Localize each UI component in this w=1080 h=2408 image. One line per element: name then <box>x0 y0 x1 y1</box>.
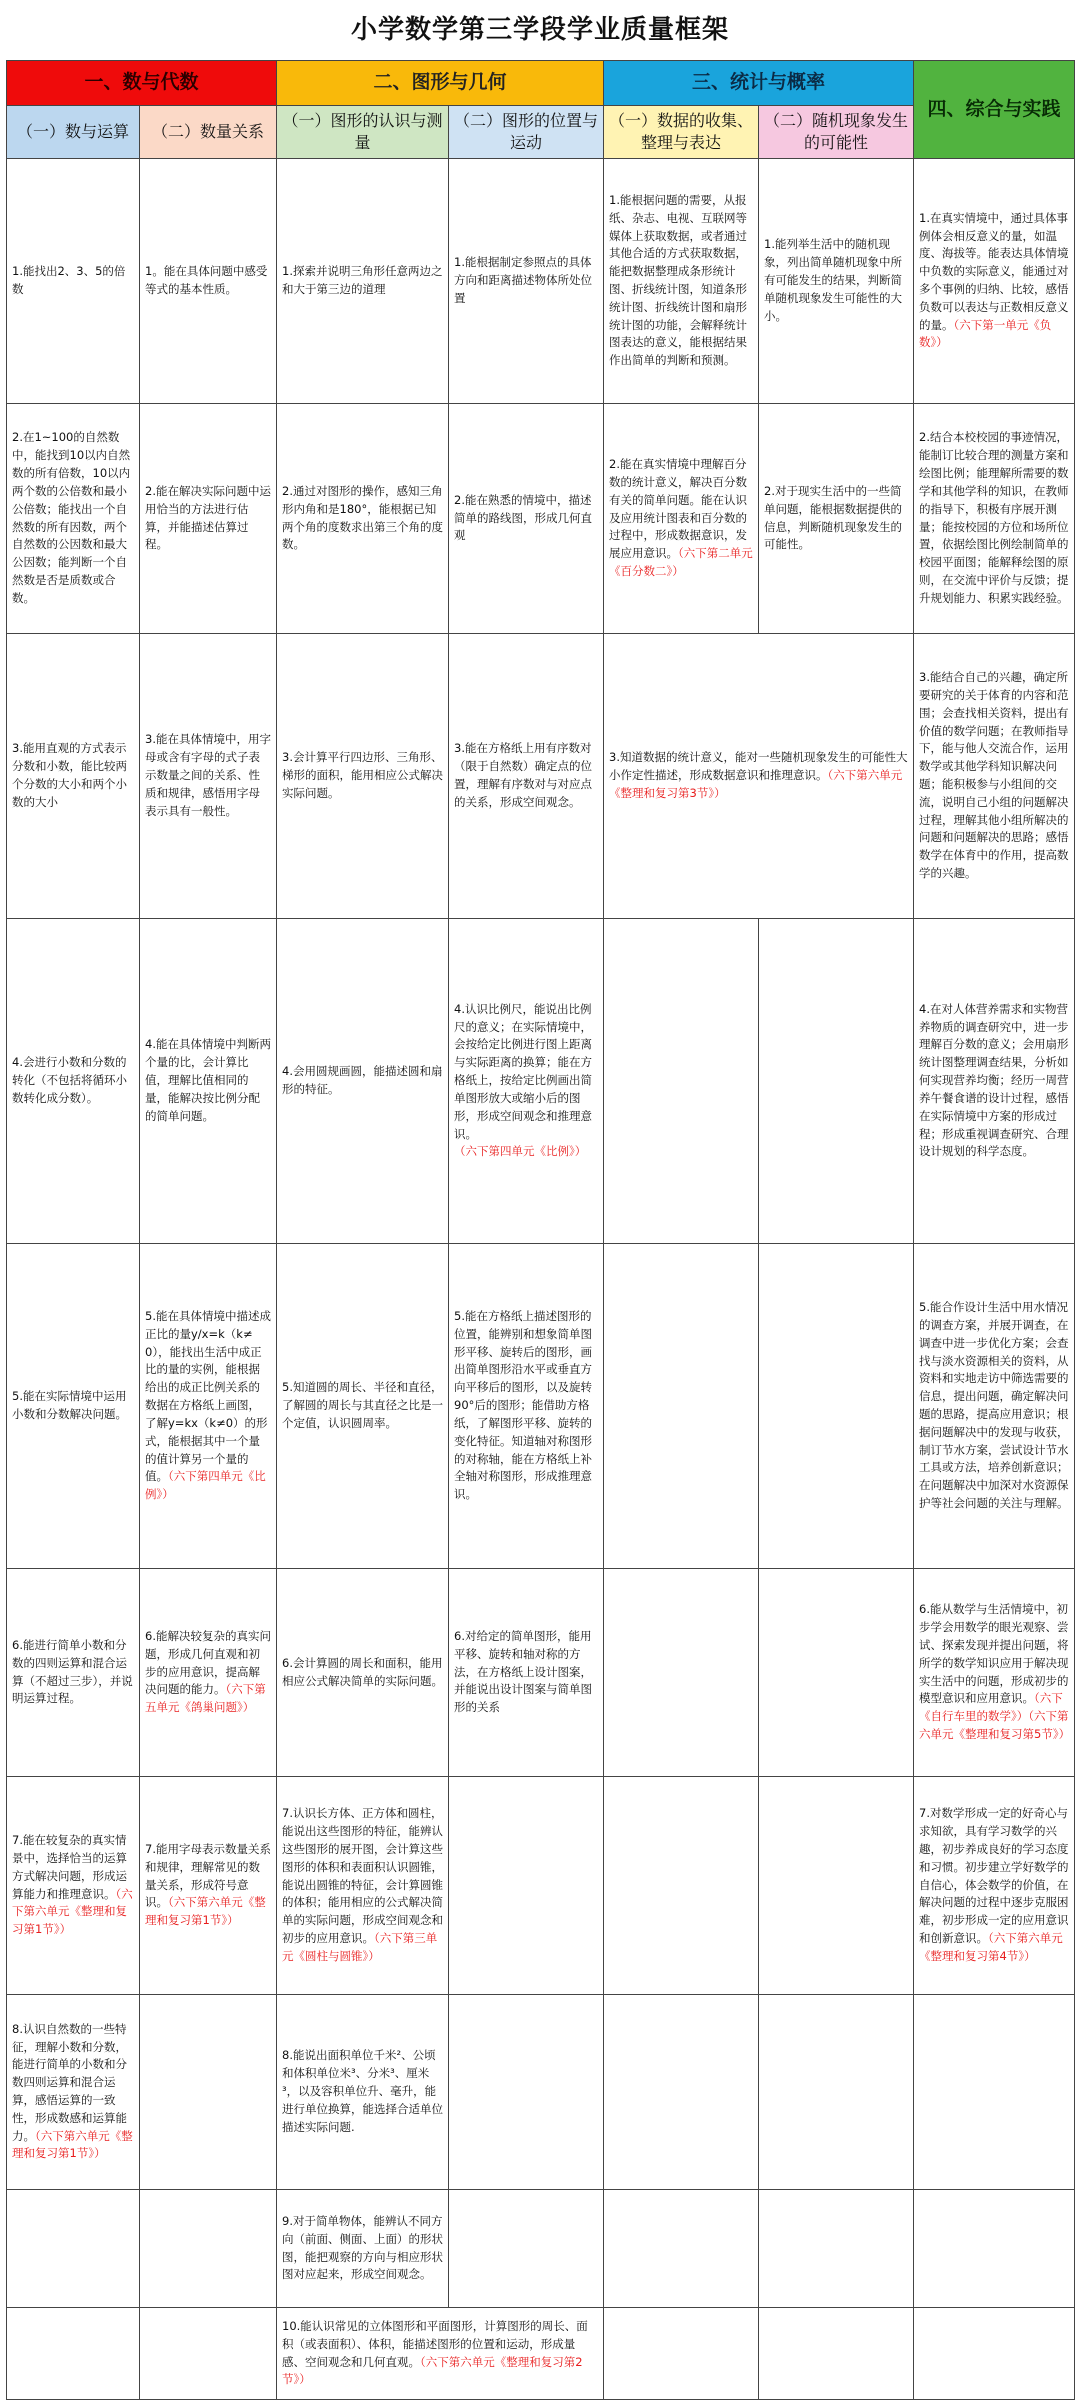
cell-number: 6.能进行简单小数和分数的四则运算和混合运算（不超过三步），并说明运算过程。 <box>7 1569 140 1777</box>
subheader-probability: （二）随机现象发生的可能性 <box>759 106 914 159</box>
cell-number: 1.能找出2、3、5的倍数 <box>7 159 140 404</box>
unit-reference: （六下第一单元《负数》） <box>919 317 1052 350</box>
cell-practice-empty <box>914 2190 1075 2308</box>
unit-reference: （六下《自行车里的数学》）（六下第六单元《整理和复习第5节》） <box>919 1691 1071 1741</box>
cell-relation: 3.能在具体情境中，用字母或含有字母的式子表示数量之间的关系、性质和规律，感悟用字母表示具有一般性。 <box>140 634 277 919</box>
unit-reference: （六下第六单元《整理和复习第1节》） <box>12 2128 133 2161</box>
cell-number: 2.在1~100的自然数中，能找到10以内自然数的所有倍数，10以内两个数的公倍数和最小公倍数；能找出一个自然数的所有因数，两个自然数的公因数和最大公因数；能判断一个自然数是否是质数或合数。 <box>7 404 140 634</box>
cell-probability-empty <box>759 1777 914 1995</box>
domain-header-number-algebra: 一、数与代数 <box>7 61 277 106</box>
cell-number: 4.会进行小数和分数的转化（不包括将循环小数转化成分数）。 <box>7 919 140 1244</box>
cell-number-empty <box>7 2308 140 2400</box>
cell-probability-empty <box>759 2190 914 2308</box>
cell-position: 2.能在熟悉的情境中，描述简单的路线图，形成几何直观 <box>449 404 604 634</box>
cell-position-empty <box>449 1777 604 1995</box>
domain-header-practice: 四、综合与实践 <box>914 61 1075 159</box>
cell-data-empty <box>604 919 759 1244</box>
cell-data-empty <box>604 1569 759 1777</box>
cell-practice-empty <box>914 2308 1075 2400</box>
cell-statistics-merged: 3.知道数据的统计意义，能对一些随机现象发生的可能性大小作定性描述，形成数据意识和推理意识。（六下第六单元《整理和复习第3节》） <box>604 634 914 919</box>
cell-shape: 6.会计算圆的周长和面积，能用相应公式解决简单的实际问题。 <box>277 1569 449 1777</box>
domain-header-row <box>7 61 1075 106</box>
cell-data-empty <box>604 2190 759 2308</box>
subheader-quantity-relation: （二）数量关系 <box>140 106 277 159</box>
table-row <box>7 1995 1075 2190</box>
cell-data-empty <box>604 2308 759 2400</box>
cell-probability-empty <box>759 1995 914 2190</box>
cell-number: 8.认识自然数的一些特征，理解小数和分数，能进行简单的小数和分数四则运算和混合运算，感悟运算的一致性，形成数感和运算能力。（六下第六单元《整理和复习第1节》） <box>7 1995 140 2190</box>
cell-position: 3.能在方格纸上用有序数对（限于自然数）确定点的位置，理解有序数对与对应点的关系，形成空间观念。 <box>449 634 604 919</box>
cell-shape: 5.知道圆的周长、半径和直径，了解圆的周长与其直径之比是一个定值，认识圆周率。 <box>277 1244 449 1569</box>
quality-framework-table <box>6 60 1075 2400</box>
cell-practice: 3.能结合自己的兴趣，确定所要研究的关于体育的内容和范围；会查找相关资料，提出有价值的数学问题；在教师指导下，能与他人交流合作，运用数学或其他学科知识解决问题；能积极参与小组间的交流，说明自己小组的问题解决过程，理解其他小组所解决的问题和问题解决的思路；感悟数学在体育中的作用，提高数学的兴趣。 <box>914 634 1075 919</box>
cell-number: 7.能在较复杂的真实情景中，选择恰当的运算方式解决问题，形成运算能力和推理意识。（六下第六单元《整理和复习第1节》） <box>7 1777 140 1995</box>
cell-shape: 7.认识长方体、正方体和圆柱，能说出这些图形的特征，能辨认这些图形的展开图，会计算这些图形的体积和表面积认识圆锥，能说出圆锥的特征，会计算圆锥的体积；能用相应的公式解决简单的实际问题，形成空间观念和初步的应用意识。（六下第三单元《圆柱与圆锥》） <box>277 1777 449 1995</box>
subheader-shape-measure: （一）图形的认识与测量 <box>277 106 449 159</box>
cell-probability: 2.对于现实生活中的一些简单问题，能根据数据提供的信息，判断随机现象发生的可能性。 <box>759 404 914 634</box>
cell-relation: 4.能在具体情境中判断两个量的比，会计算比值，理解比值相同的量，能解决按比例分配的简单问题。 <box>140 919 277 1244</box>
cell-probability: 1.能列举生活中的随机现象，列出简单随机现象中所有可能发生的结果，判断简单随机现象发生可能性的大小。 <box>759 159 914 404</box>
cell-data: 2.能在真实情境中理解百分数的统计意义，解决百分数有关的简单问题。能在认识及应用统计图表和百分数的过程中，形成数据意识，发展应用意识。（六下第二单元《百分数二》） <box>604 404 759 634</box>
cell-shape: 3.会计算平行四边形、三角形、梯形的面积，能用相应公式解决实际问题。 <box>277 634 449 919</box>
cell-position-empty <box>449 1995 604 2190</box>
unit-reference: （六下第四单元《比例》） <box>454 1144 587 1159</box>
cell-practice: 5.能合作设计生活中用水情况的调查方案，并展开调查，在调查中进一步优化方案；会查找与淡水资源相关的资料，从资料和实地走访中筛选需要的信息，提出问题，确定解决问题的思路，提高应用意识；根据问题解决中的发现与收获，制订节水方案，尝试设计节水工具或方法，培养创新意识；在问题解决中加深对水资源保护等社会问题的关注与理解。 <box>914 1244 1075 1569</box>
table-row <box>7 1569 1075 1777</box>
unit-reference: （六下第六单元《整理和复习第4节》） <box>919 1931 1063 1963</box>
cell-probability-empty <box>759 1244 914 1569</box>
unit-reference: （六下第三单元《圆柱与圆锥》） <box>282 1931 438 1963</box>
cell-shape: 8.能说出面积单位千米²、公顷和体积单位米³、分米³、厘米³，以及容积单位升、毫升，能进行单位换算，能选择合适单位描述实际问题. <box>277 1995 449 2190</box>
table-row <box>7 2190 1075 2308</box>
cell-shape: 1.探索并说明三角形任意两边之和大于第三边的道理 <box>277 159 449 404</box>
cell-relation-empty <box>140 1995 277 2190</box>
table-row <box>7 1244 1075 1569</box>
table-row <box>7 634 1075 919</box>
cell-shape: 4.会用圆规画圆，能描述圆和扇形的特征。 <box>277 919 449 1244</box>
unit-reference: （六下第六单元《整理和复习第1节》） <box>12 1886 133 1937</box>
cell-number: 5.能在实际情境中运用小数和分数解决问题。 <box>7 1244 140 1569</box>
page-title: 小学数学第三学段学业质量框架 <box>350 15 729 45</box>
cell-position-empty <box>449 2190 604 2308</box>
domain-header-geometry: 二、图形与几何 <box>277 61 604 106</box>
cell-data-empty <box>604 1777 759 1995</box>
domain-header-statistics: 三、统计与概率 <box>604 61 914 106</box>
cell-probability-empty <box>759 1569 914 1777</box>
cell-relation: 7.能用字母表示数量关系和规律，理解常见的数量关系，形成符号意识。（六下第六单元《整理和复习第1节》） <box>140 1777 277 1995</box>
cell-data-empty <box>604 1244 759 1569</box>
cell-practice: 4.在对人体营养需求和实物营养物质的调查研究中，进一步理解百分数的意义；会用扇形统计图整理调查结果，分析如何实现营养均衡；经历一周营养午餐食谱的设计过程，感悟在实际情境中方案的形成过程；形成重视调查研究、合理设计规划的科学态度。 <box>914 919 1075 1244</box>
table-row <box>7 159 1075 404</box>
cell-practice: 7.对数学形成一定的好奇心与求知欲，具有学习数学的兴趣，初步养成良好的学习态度和习惯。初步建立学好数学的自信心，体会数学的价值，在解决问题的过程中逐步克服困难，初步形成一定的应用意识和创新意识。（六下第六单元《整理和复习第4节》） <box>914 1777 1075 1995</box>
cell-relation: 5.能在具体情境中描述成正比的量y/x=k（k≠0），能找出生活中成正比的量的实例，能根据给出的成正比例关系的数据在方格纸上画图，了解y=kx（k≠0）的形式，能根据其中一个量的值计算另一个量的值。（六下第四单元《比例》） <box>140 1244 277 1569</box>
cell-data-empty <box>604 1995 759 2190</box>
cell-number-empty <box>7 2190 140 2308</box>
table-row <box>7 2308 1075 2400</box>
cell-relation-empty <box>140 2190 277 2308</box>
subheader-data-collection: （一）数据的收集、整理与表达 <box>604 106 759 159</box>
cell-relation: 6.能解决较复杂的真实问题，形成几何直观和初步的应用意识，提高解决问题的能力。（六下第五单元《鸽巢问题》） <box>140 1569 277 1777</box>
cell-practice: 6.能从数学与生活情境中，初步学会用数学的眼光观察、尝试、探索发现并提出问题，将所学的数学知识应用于解决现实生活中的问题，形成初步的模型意识和应用意识。（六下《自行车里的数学》）（六下第六单元《整理和复习第5节》） <box>914 1569 1075 1777</box>
cell-practice: 2.结合本校校园的事迹情况，能制订比较合理的测量方案和绘图比例；能理解所需要的数学和其他学科的知识，在教师的指导下，积极有序展开测量；能按校园的方位和场所位置，依据绘图比例绘制简单的校园平面图；能解释绘图的原则，在交流中评价与反馈；提升规划能力、积累实践经验。 <box>914 404 1075 634</box>
cell-geometry-merged: 10.能认识常见的立体图形和平面图形，计算图形的周长、面积（或表面积）、体积，能描述图形的位置和运动，形成量感、空间观念和几何直观。（六下第六单元《整理和复习第2节》） <box>277 2308 604 2400</box>
cell-relation-empty <box>140 2308 277 2400</box>
unit-reference: （六下第六单元《整理和复习第2节》） <box>282 2354 583 2387</box>
unit-reference: （六下第六单元《整理和复习第1节》） <box>145 1895 266 1928</box>
table-row <box>7 919 1075 1244</box>
cell-shape: 9.对于简单物体，能辨认不同方向（前面、侧面、上面）的形状图，能把观察的方向与相应形状图对应起来，形成空间观念。 <box>277 2190 449 2308</box>
cell-relation: 2.能在解决实际问题中运用恰当的方法进行估算，并能描述估算过程。 <box>140 404 277 634</box>
unit-reference: （六下第四单元《比例》） <box>145 1469 266 1502</box>
cell-number: 3.能用直观的方式表示分数和小数，能比较两个分数的大小和两个小数的大小 <box>7 634 140 919</box>
cell-position: 6.对给定的简单图形，能用平移、旋转和轴对称的方法，在方格纸上设计图案，并能说出设计图案与简单图形的关系 <box>449 1569 604 1777</box>
cell-data: 1.能根据问题的需要，从报纸、杂志、电视、互联网等媒体上获取数据，或者通过其他合适的方式获取数据，能把数据整理成条形统计图、折线统计图，知道条形统计图、折线统计图和扇形统计图的功能，会解释统计图表达的意义，能根据结果作出简单的判断和预测。 <box>604 159 759 404</box>
cell-probability-empty <box>759 919 914 1244</box>
unit-reference: （六下第五单元《鸽巢问题》） <box>145 1682 266 1715</box>
cell-position: 4.认识比例尺，能说出比例尺的意义；在实际情境中，会按给定比例进行图上距离与实际距离的换算；能在方格纸上，按给定比例画出简单图形放大或缩小后的图形，形成空间观念和推理意识。（六下第四单元《比例》） <box>449 919 604 1244</box>
subheader-position-motion: （二）图形的位置与运动 <box>449 106 604 159</box>
cell-probability-empty <box>759 2308 914 2400</box>
unit-reference: （六下第六单元《整理和复习第3节》） <box>609 768 903 800</box>
cell-shape: 2.通过对图形的操作，感知三角形内角和是180°，能根据已知两个角的度数求出第三个角的度数。 <box>277 404 449 634</box>
cell-relation: 1。能在具体问题中感受等式的基本性质。 <box>140 159 277 404</box>
cell-position: 1.能根据制定参照点的具体方向和距离描述物体所处位置 <box>449 159 604 404</box>
unit-reference: （六下第二单元《百分数二》） <box>609 546 753 579</box>
subheader-number-operation: （一）数与运算 <box>7 106 140 159</box>
cell-practice: 1.在真实情境中，通过具体事例体会相反意义的量，如温度、海拔等。能表达具体情境中负数的实际意义，能通过对多个事例的归纳、比较，感悟负数可以表达与正数相反意义的量。（六下第一单元《负数》） <box>914 159 1075 404</box>
table-row <box>7 1777 1075 1995</box>
cell-practice-empty <box>914 1995 1075 2190</box>
cell-position: 5.能在方格纸上描述图形的位置，能辨别和想象简单图形平移、旋转后的图形，画出简单图形沿水平或垂直方向平移后的图形，以及旋转90°后的图形；能借助方格纸，了解图形平移、旋转的变化特征。知道轴对称图形的对称轴，能在方格纸上补全轴对称图形，形成推理意识。 <box>449 1244 604 1569</box>
table-row <box>7 404 1075 634</box>
